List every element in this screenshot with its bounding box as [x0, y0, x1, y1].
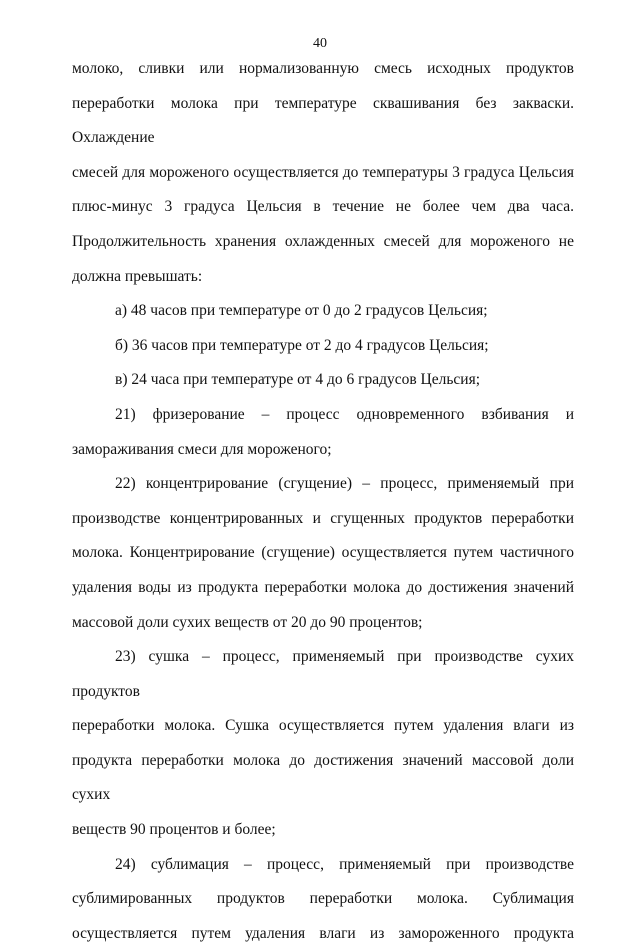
text-line: 22) концентрирование (сгущение) – процесс, применяемый при [115, 475, 574, 493]
text-line: массовой доли сухих веществ от 20 до 90 процентов; [72, 613, 423, 631]
text-line: переработки молока. Сушка осуществляется путем удаления влаги из [72, 717, 574, 735]
page-number: 40 [313, 36, 327, 51]
text-line: 21) фризерование – процесс одновременного взбивания и [115, 405, 574, 423]
text-line: продукта переработки молока до достижения значений массовой доли сухих [72, 751, 574, 804]
text-line: замораживания смеси для мороженого; [72, 440, 332, 458]
text-line: сублимированных продуктов переработки молока. Сублимация [72, 890, 574, 908]
text-line: 24) сублимация – процесс, применяемый при производстве [115, 855, 574, 873]
text-line: 23) сушка – процесс, применяемый при производстве сухих продуктов [72, 648, 574, 700]
text-line: удаления воды из продукта переработки молока до достижения значений [72, 578, 574, 596]
text-line: Продолжительность хранения охлажденных смесей для мороженого не [72, 232, 574, 250]
text-line: веществ 90 процентов и более; [72, 821, 276, 839]
text-line: плюс-минус 3 градуса Цельсия в течение не более чем два часа. [72, 198, 574, 216]
text-line: переработки молока при температуре сквашивания без закваски. Охлаждение [72, 94, 574, 147]
text-line: производстве концентрированных и сгущенных продуктов переработки [72, 509, 574, 527]
text-line: молоко, сливки или нормализованную смесь исходных продуктов [72, 60, 574, 77]
text-line: в) 24 часа при температуре от 4 до 6 градусов Цельсия; [115, 371, 481, 389]
text-line: смесей для мороженого осуществляется до температуры 3 градуса Цельсия [72, 163, 574, 181]
text-line: б) 36 часов при температуре от 2 до 4 градусов Цельсия; [115, 336, 489, 354]
text-line: молока. Концентрирование (сгущение) осуществляется путем частичного [72, 544, 574, 562]
text-line: должна превышать: [72, 267, 203, 285]
text-line: а) 48 часов при температуре от 0 до 2 градусов Цельсия; [115, 302, 488, 320]
text-line: осуществляется путем удаления влаги из замороженного продукта [72, 924, 574, 942]
document-body [72, 52, 574, 951]
